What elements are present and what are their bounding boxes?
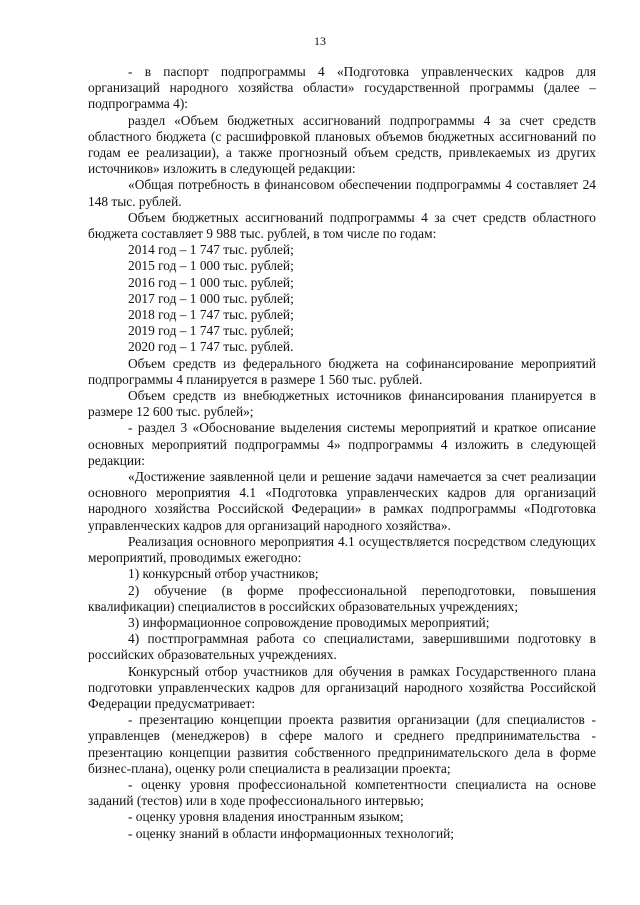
- list-item: 2) обучение (в форме профессиональной переподготовки, повышения квалификации) специалистов в российских образовательных учреждениях;: [88, 582, 596, 614]
- year-allocation-line: 2020 год – 1 747 тыс. рублей.: [128, 339, 294, 355]
- list-item: - оценку уровня профессиональной компетентности специалиста на основе заданий (тестов) или в ходе профессионального интервью;: [88, 776, 596, 809]
- paragraph: «Общая потребность в финансовом обеспечении подпрограммы 4 составляет 24 148 тыс. рублей.: [88, 177, 596, 209]
- paragraph: Объем бюджетных ассигнований подпрограммы 4 за счет средств областного бюджета составляет 9 988 тыс. рублей, в том числе по годам:: [88, 209, 596, 242]
- paragraph: «Достижение заявленной цели и решение задачи намечается за счет реализации основного мероприятия 4.1 «Подготовка управленческих кадров для организаций народного хозяйства Российской Федерации» в рамках подпрограммы «Подготовка управленческих кадров для организаций народного хозяйства».: [88, 469, 596, 533]
- list-item: - оценку уровня владения иностранным языком;: [128, 809, 404, 825]
- list-item: - оценку знаний в области информационных технологий;: [128, 825, 455, 841]
- list-item: 4) постпрограммная работа со специалистами, завершившими подготовку в российских образовательных учреждениях.: [88, 631, 596, 663]
- paragraph: - в паспорт подпрограммы 4 «Подготовка управленческих кадров для организаций народного хозяйства области» государственной программы (далее – подпрограмма 4):: [88, 64, 596, 112]
- document-body: [88, 64, 596, 842]
- paragraph: Объем средств из внебюджетных источников финансирования планируется в размере 12 600 тыс. рублей»;: [88, 388, 596, 420]
- page-number: 13: [314, 34, 326, 48]
- year-allocation-line: 2015 год – 1 000 тыс. рублей;: [128, 258, 294, 274]
- list-item: - презентацию концепции проекта развития организации (для специалистов - управленцев (менеджеров) в сфере малого и среднего предпринимательства - презентацию концепции развития собственного предпринимательского дела в форме бизнес-плана), оценку роли специалиста в реализации проекта;: [88, 712, 596, 776]
- list-item: 3) информационное сопровождение проводимых мероприятий;: [128, 614, 490, 630]
- paragraph: раздел «Объем бюджетных ассигнований подпрограммы 4 за счет средств областного бюджета (с расшифровкой плановых объемов бюджетных ассигнований по годам ее реализации), а также прогнозный объем средств, привлекаемых из других источников» изложить в следующей редакции:: [88, 112, 596, 177]
- list-item: 1) конкурсный отбор участников;: [128, 566, 319, 582]
- year-allocation-line: 2017 год – 1 000 тыс. рублей;: [128, 290, 294, 306]
- year-allocation-line: 2019 год – 1 747 тыс. рублей;: [128, 323, 294, 339]
- year-allocation-line: 2014 год – 1 747 тыс. рублей;: [128, 242, 294, 258]
- paragraph: Реализация основного мероприятия 4.1 осуществляется посредством следующих мероприятий, проводимых ежегодно:: [88, 533, 596, 566]
- year-allocation-line: 2018 год – 1 747 тыс. рублей;: [128, 307, 294, 323]
- paragraph: Конкурсный отбор участников для обучения в рамках Государственного плана подготовки управленческих кадров для организаций народного хозяйства Российской Федерации предусматривает:: [88, 663, 596, 711]
- paragraph: Объем средств из федерального бюджета на софинансирование мероприятий подпрограммы 4 планируется в размере 1 560 тыс. рублей.: [88, 355, 596, 387]
- paragraph: - раздел 3 «Обоснование выделения системы мероприятий и краткое описание основных мероприятий подпрограммы 4» подпрограммы 4 изложить в следующей редакции:: [88, 420, 596, 468]
- year-allocation-line: 2016 год – 1 000 тыс. рублей;: [128, 274, 294, 290]
